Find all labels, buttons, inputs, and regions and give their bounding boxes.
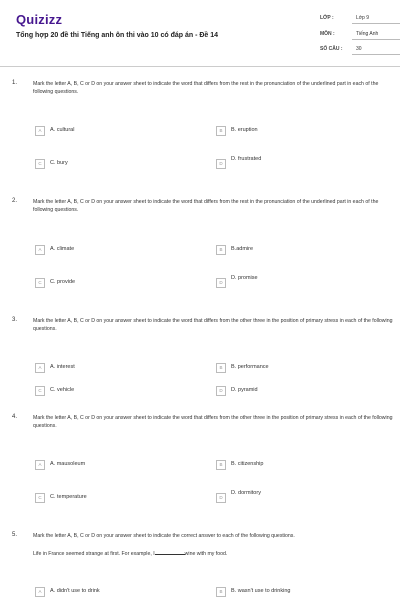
option-text: C. bury: [50, 160, 68, 166]
question-text: Mark the letter A, B, C or D on your answer sheet to indicate the word that differs from the other three in the position of primary stress in each of the following questions.: [33, 318, 393, 332]
option-text: D. promise: [231, 275, 258, 281]
sentence-before: Life in France seemed strange at first. For example, I: [33, 551, 155, 557]
count-value: 30: [356, 46, 362, 52]
option-text: B. performance: [231, 364, 269, 370]
option-text: C. provide: [50, 279, 76, 285]
option-letter-box: A: [35, 460, 45, 470]
question-text: Mark the letter A, B, C or D on your answer sheet to indicate the word that differs from the other three in the position of primary stress in each of the following questions.: [33, 415, 393, 429]
option-text: A. interest: [50, 364, 75, 370]
option-letter-box: A: [35, 587, 45, 597]
option-letter-box: D: [216, 159, 226, 169]
question-text: Mark the letter A, B, C or D on your answer sheet to indicate the word that differs from the rest in the pronunciation of the underlined part in each of the following questions.: [33, 81, 379, 95]
option-letter-box: B: [216, 460, 226, 470]
option-letter-box: B: [216, 126, 226, 136]
option-letter-box: A: [35, 245, 45, 255]
option-letter-box: C: [35, 493, 45, 503]
option-text: A. climate: [50, 246, 75, 252]
option-text: D. frustrated: [231, 156, 262, 162]
count-label: SỐ CÂU :: [320, 46, 343, 52]
option-text: A. mausoleum: [50, 461, 86, 467]
question-number: 1.: [12, 80, 18, 86]
page-header: [0, 0, 400, 70]
option-letter-box: B: [216, 245, 226, 255]
question-number: 5.: [12, 532, 18, 538]
answer-blank: [155, 549, 185, 555]
option-letter-box: C: [35, 386, 45, 396]
question-number: 4.: [12, 414, 18, 420]
option-text: D. dormitory: [231, 490, 261, 496]
grade-label: LỚP :: [320, 15, 334, 21]
option-text: A. cultural: [50, 127, 75, 133]
option-text: C. vehicle: [50, 387, 75, 393]
question-sentence: [33, 549, 393, 558]
option-letter-box: D: [216, 278, 226, 288]
sentence-after: wine with my food.: [184, 551, 228, 557]
option-text: B.admire: [231, 246, 254, 252]
option-text: B. eruption: [231, 127, 258, 133]
subject-underline: [352, 39, 400, 40]
question-text: Mark the letter A, B, C or D on your answer sheet to indicate the word that differs from the rest in the pronunciation of the underlined part in each of the following questions.: [33, 199, 379, 213]
question-number: 3.: [12, 317, 18, 323]
option-letter-box: D: [216, 386, 226, 396]
option-letter-box: A: [35, 363, 45, 373]
grade-value: Lớp 9: [356, 15, 370, 21]
option-text: C. temperature: [50, 494, 87, 500]
option-letter-box: A: [35, 126, 45, 136]
option-text: B. citizenship: [231, 461, 264, 467]
header-divider: [0, 66, 400, 67]
question-text: Mark the letter A, B, C or D on your answer sheet to indicate the correct answer to each of the following questions.: [33, 533, 295, 539]
option-text: A. didn't use to drink: [50, 588, 100, 594]
count-underline: [352, 54, 400, 55]
option-text: D. pyramid: [231, 387, 258, 393]
quizizz-logo: Quizizz: [16, 12, 63, 27]
option-letter-box: C: [35, 159, 45, 169]
grade-underline: [352, 23, 400, 24]
question-number: 2.: [12, 198, 18, 204]
document-title: Tổng hợp 20 đề thi Tiếng anh ôn thi vào 10 có đáp án - Đề 14: [16, 32, 219, 39]
option-letter-box: B: [216, 363, 226, 373]
subject-label: MÔN :: [320, 31, 335, 37]
option-letter-box: B: [216, 587, 226, 597]
option-letter-box: C: [35, 278, 45, 288]
option-letter-box: D: [216, 493, 226, 503]
subject-value: Tiếng Anh: [356, 31, 379, 37]
option-text: B. wasn't use to drinking: [231, 588, 291, 594]
